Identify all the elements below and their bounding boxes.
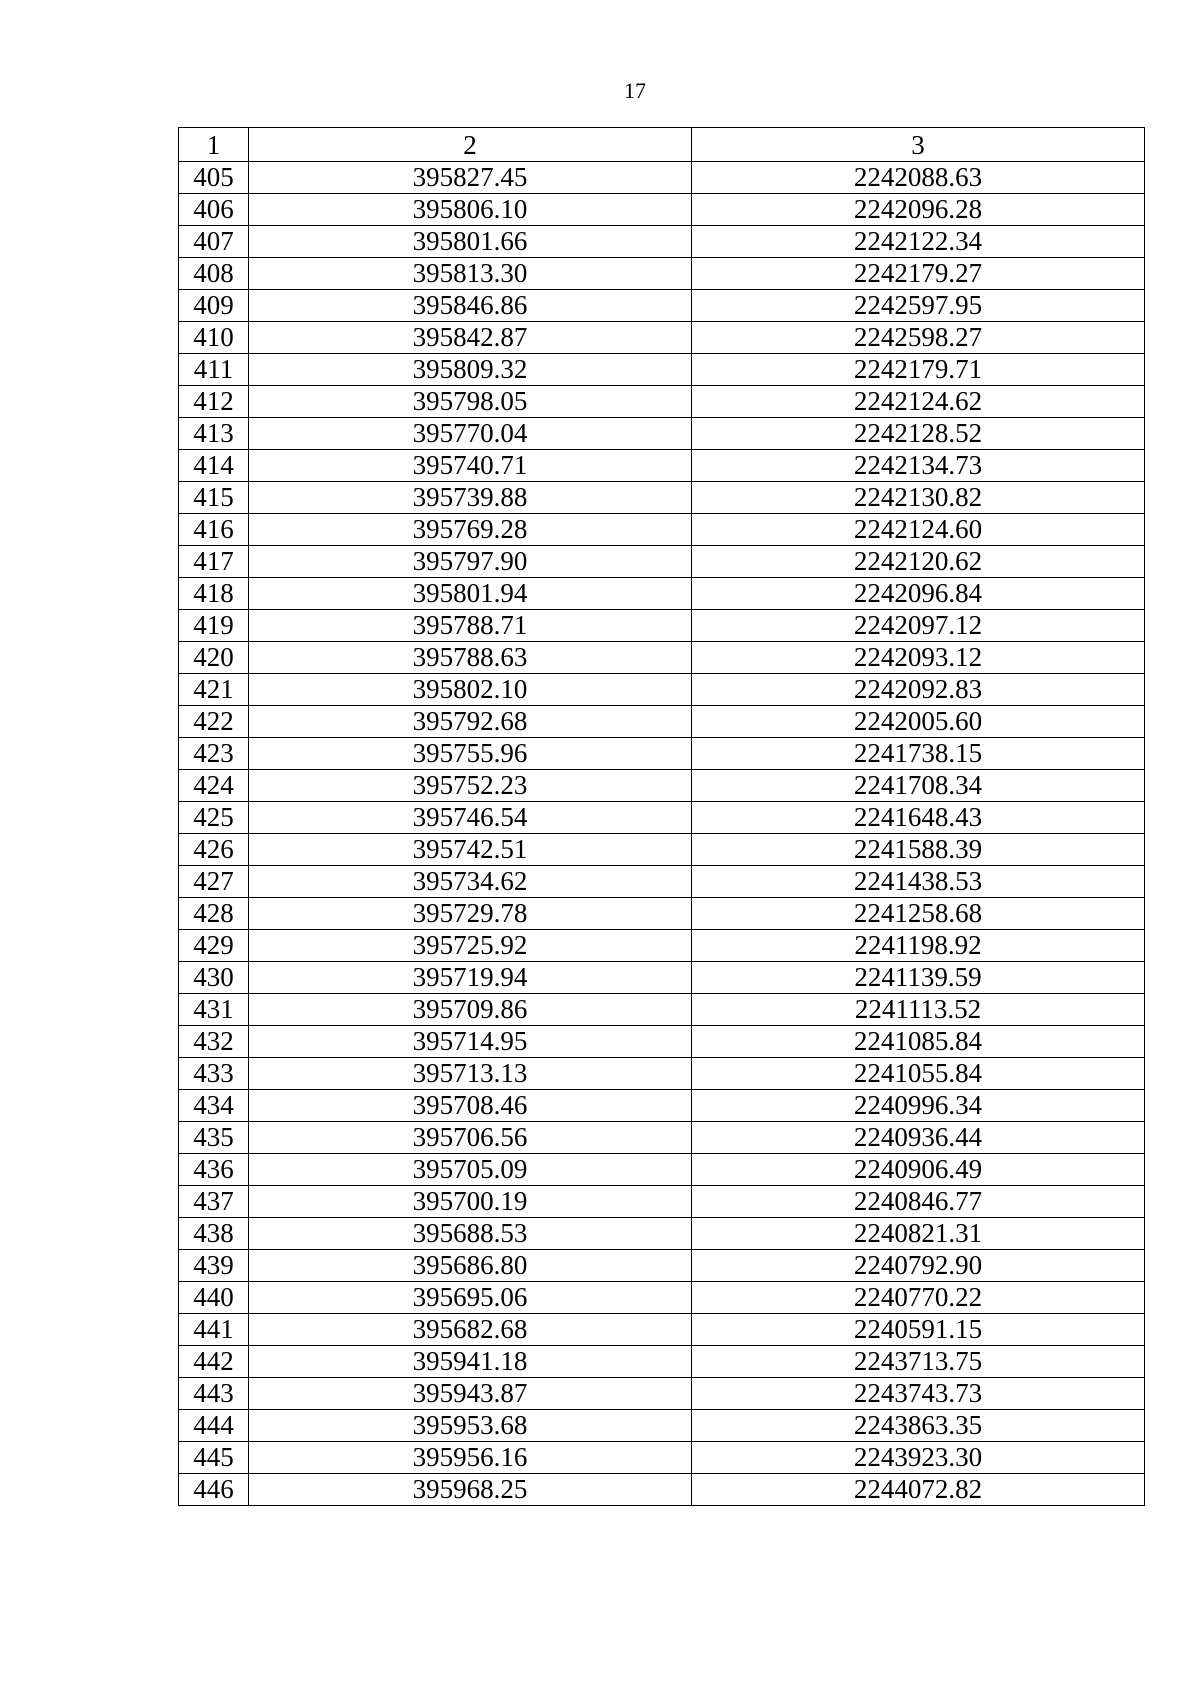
- table-row: [179, 1346, 1145, 1378]
- table-body: [179, 162, 1145, 1506]
- table-row: [179, 1154, 1145, 1186]
- x-coordinate-cell: 395968.25: [249, 1474, 692, 1506]
- x-coordinate-cell: 395742.51: [249, 834, 692, 866]
- x-coordinate-cell: 395708.46: [249, 1090, 692, 1122]
- table-row: [179, 290, 1145, 322]
- table-row: [179, 386, 1145, 418]
- x-coordinate-cell: 395827.45: [249, 162, 692, 194]
- x-coordinate-cell: 395941.18: [249, 1346, 692, 1378]
- column-header-2: 2: [249, 128, 692, 162]
- x-coordinate-cell: 395713.13: [249, 1058, 692, 1090]
- point-number-cell: 426: [179, 834, 249, 866]
- x-coordinate-cell: 395752.23: [249, 770, 692, 802]
- table-row: [179, 1218, 1145, 1250]
- x-coordinate-cell: 395695.06: [249, 1282, 692, 1314]
- table-row: [179, 1378, 1145, 1410]
- y-coordinate-cell: 2242088.63: [692, 162, 1145, 194]
- y-coordinate-cell: 2242128.52: [692, 418, 1145, 450]
- point-number-cell: 421: [179, 674, 249, 706]
- point-number-cell: 408: [179, 258, 249, 290]
- x-coordinate-cell: 395746.54: [249, 802, 692, 834]
- x-coordinate-cell: 395700.19: [249, 1186, 692, 1218]
- table-row: [179, 738, 1145, 770]
- y-coordinate-cell: 2240770.22: [692, 1282, 1145, 1314]
- point-number-cell: 431: [179, 994, 249, 1026]
- x-coordinate-cell: 395688.53: [249, 1218, 692, 1250]
- table-row: [179, 642, 1145, 674]
- y-coordinate-cell: 2242179.27: [692, 258, 1145, 290]
- x-coordinate-cell: 395801.66: [249, 226, 692, 258]
- y-coordinate-cell: 2242179.71: [692, 354, 1145, 386]
- y-coordinate-cell: 2242120.62: [692, 546, 1145, 578]
- x-coordinate-cell: 395842.87: [249, 322, 692, 354]
- table-row: [179, 1058, 1145, 1090]
- y-coordinate-cell: 2241258.68: [692, 898, 1145, 930]
- y-coordinate-cell: 2241198.92: [692, 930, 1145, 962]
- y-coordinate-cell: 2241738.15: [692, 738, 1145, 770]
- x-coordinate-cell: 395734.62: [249, 866, 692, 898]
- x-coordinate-cell: 395798.05: [249, 386, 692, 418]
- table-row: [179, 546, 1145, 578]
- x-coordinate-cell: 395797.90: [249, 546, 692, 578]
- table-row: [179, 610, 1145, 642]
- point-number-cell: 446: [179, 1474, 249, 1506]
- table-row: [179, 994, 1145, 1026]
- point-number-cell: 420: [179, 642, 249, 674]
- y-coordinate-cell: 2243743.73: [692, 1378, 1145, 1410]
- point-number-cell: 444: [179, 1410, 249, 1442]
- x-coordinate-cell: 395769.28: [249, 514, 692, 546]
- point-number-cell: 434: [179, 1090, 249, 1122]
- x-coordinate-cell: 395709.86: [249, 994, 692, 1026]
- point-number-cell: 418: [179, 578, 249, 610]
- x-coordinate-cell: 395806.10: [249, 194, 692, 226]
- y-coordinate-cell: 2241055.84: [692, 1058, 1145, 1090]
- point-number-cell: 438: [179, 1218, 249, 1250]
- table-row: [179, 898, 1145, 930]
- table-row: [179, 866, 1145, 898]
- y-coordinate-cell: 2243923.30: [692, 1442, 1145, 1474]
- point-number-cell: 415: [179, 482, 249, 514]
- table-row: [179, 162, 1145, 194]
- table-row: [179, 834, 1145, 866]
- x-coordinate-cell: 395770.04: [249, 418, 692, 450]
- y-coordinate-cell: 2240846.77: [692, 1186, 1145, 1218]
- table-row: [179, 1314, 1145, 1346]
- x-coordinate-cell: 395740.71: [249, 450, 692, 482]
- y-coordinate-cell: 2241113.52: [692, 994, 1145, 1026]
- y-coordinate-cell: 2242130.82: [692, 482, 1145, 514]
- point-number-cell: 430: [179, 962, 249, 994]
- table-row: [179, 802, 1145, 834]
- point-number-cell: 428: [179, 898, 249, 930]
- x-coordinate-cell: 395802.10: [249, 674, 692, 706]
- y-coordinate-cell: 2241588.39: [692, 834, 1145, 866]
- y-coordinate-cell: 2242124.62: [692, 386, 1145, 418]
- point-number-cell: 413: [179, 418, 249, 450]
- table-row: [179, 1186, 1145, 1218]
- x-coordinate-cell: 395813.30: [249, 258, 692, 290]
- y-coordinate-cell: 2240996.34: [692, 1090, 1145, 1122]
- point-number-cell: 437: [179, 1186, 249, 1218]
- x-coordinate-cell: 395801.94: [249, 578, 692, 610]
- x-coordinate-cell: 395739.88: [249, 482, 692, 514]
- column-header-1: 1: [179, 128, 249, 162]
- y-coordinate-cell: 2243863.35: [692, 1410, 1145, 1442]
- y-coordinate-cell: 2242005.60: [692, 706, 1145, 738]
- table-row: [179, 1410, 1145, 1442]
- table-row: [179, 418, 1145, 450]
- table-row: [179, 706, 1145, 738]
- point-number-cell: 433: [179, 1058, 249, 1090]
- point-number-cell: 416: [179, 514, 249, 546]
- point-number-cell: 436: [179, 1154, 249, 1186]
- point-number-cell: 407: [179, 226, 249, 258]
- point-number-cell: 414: [179, 450, 249, 482]
- y-coordinate-cell: 2240591.15: [692, 1314, 1145, 1346]
- table-row: [179, 514, 1145, 546]
- y-coordinate-cell: 2244072.82: [692, 1474, 1145, 1506]
- table-row: [179, 1026, 1145, 1058]
- table-row: [179, 226, 1145, 258]
- y-coordinate-cell: 2242598.27: [692, 322, 1145, 354]
- point-number-cell: 439: [179, 1250, 249, 1282]
- point-number-cell: 411: [179, 354, 249, 386]
- table-row: [179, 1250, 1145, 1282]
- y-coordinate-cell: 2242097.12: [692, 610, 1145, 642]
- table-row: [179, 1122, 1145, 1154]
- x-coordinate-cell: 395686.80: [249, 1250, 692, 1282]
- point-number-cell: 417: [179, 546, 249, 578]
- table-row: [179, 258, 1145, 290]
- x-coordinate-cell: 395719.94: [249, 962, 692, 994]
- table-row: [179, 482, 1145, 514]
- point-number-cell: 443: [179, 1378, 249, 1410]
- table-header-row: [179, 128, 1145, 162]
- table-row: [179, 1442, 1145, 1474]
- point-number-cell: 427: [179, 866, 249, 898]
- x-coordinate-cell: 395706.56: [249, 1122, 692, 1154]
- y-coordinate-cell: 2242597.95: [692, 290, 1145, 322]
- point-number-cell: 423: [179, 738, 249, 770]
- y-coordinate-cell: 2240936.44: [692, 1122, 1145, 1154]
- point-number-cell: 410: [179, 322, 249, 354]
- x-coordinate-cell: 395725.92: [249, 930, 692, 962]
- y-coordinate-cell: 2240821.31: [692, 1218, 1145, 1250]
- y-coordinate-cell: 2242092.83: [692, 674, 1145, 706]
- y-coordinate-cell: 2241139.59: [692, 962, 1145, 994]
- table-row: [179, 322, 1145, 354]
- point-number-cell: 405: [179, 162, 249, 194]
- y-coordinate-cell: 2242093.12: [692, 642, 1145, 674]
- point-number-cell: 406: [179, 194, 249, 226]
- x-coordinate-cell: 395788.63: [249, 642, 692, 674]
- point-number-cell: 424: [179, 770, 249, 802]
- point-number-cell: 425: [179, 802, 249, 834]
- y-coordinate-cell: 2240792.90: [692, 1250, 1145, 1282]
- point-number-cell: 412: [179, 386, 249, 418]
- x-coordinate-cell: 395792.68: [249, 706, 692, 738]
- y-coordinate-cell: 2241085.84: [692, 1026, 1145, 1058]
- table-row: [179, 770, 1145, 802]
- table-row: [179, 930, 1145, 962]
- y-coordinate-cell: 2241438.53: [692, 866, 1145, 898]
- table-row: [179, 354, 1145, 386]
- point-number-cell: 442: [179, 1346, 249, 1378]
- y-coordinate-cell: 2240906.49: [692, 1154, 1145, 1186]
- page-number: 17: [624, 78, 646, 103]
- y-coordinate-cell: 2241648.43: [692, 802, 1145, 834]
- y-coordinate-cell: 2242122.34: [692, 226, 1145, 258]
- table-row: [179, 962, 1145, 994]
- x-coordinate-cell: 395682.68: [249, 1314, 692, 1346]
- column-header-3: 3: [692, 128, 1145, 162]
- x-coordinate-cell: 395714.95: [249, 1026, 692, 1058]
- table-row: [179, 1474, 1145, 1506]
- point-number-cell: 440: [179, 1282, 249, 1314]
- point-number-cell: 422: [179, 706, 249, 738]
- point-number-cell: 409: [179, 290, 249, 322]
- y-coordinate-cell: 2243713.75: [692, 1346, 1145, 1378]
- point-number-cell: 435: [179, 1122, 249, 1154]
- x-coordinate-cell: 395846.86: [249, 290, 692, 322]
- x-coordinate-cell: 395943.87: [249, 1378, 692, 1410]
- y-coordinate-cell: 2242096.28: [692, 194, 1145, 226]
- coordinates-table: [178, 127, 1145, 1506]
- x-coordinate-cell: 395788.71: [249, 610, 692, 642]
- table-row: [179, 578, 1145, 610]
- table-row: [179, 194, 1145, 226]
- x-coordinate-cell: 395755.96: [249, 738, 692, 770]
- point-number-cell: 432: [179, 1026, 249, 1058]
- point-number-cell: 429: [179, 930, 249, 962]
- y-coordinate-cell: 2242134.73: [692, 450, 1145, 482]
- x-coordinate-cell: 395953.68: [249, 1410, 692, 1442]
- x-coordinate-cell: 395956.16: [249, 1442, 692, 1474]
- point-number-cell: 445: [179, 1442, 249, 1474]
- table-row: [179, 1090, 1145, 1122]
- y-coordinate-cell: 2242096.84: [692, 578, 1145, 610]
- table-row: [179, 1282, 1145, 1314]
- x-coordinate-cell: 395729.78: [249, 898, 692, 930]
- x-coordinate-cell: 395705.09: [249, 1154, 692, 1186]
- y-coordinate-cell: 2242124.60: [692, 514, 1145, 546]
- table-row: [179, 674, 1145, 706]
- point-number-cell: 419: [179, 610, 249, 642]
- x-coordinate-cell: 395809.32: [249, 354, 692, 386]
- y-coordinate-cell: 2241708.34: [692, 770, 1145, 802]
- point-number-cell: 441: [179, 1314, 249, 1346]
- table-row: [179, 450, 1145, 482]
